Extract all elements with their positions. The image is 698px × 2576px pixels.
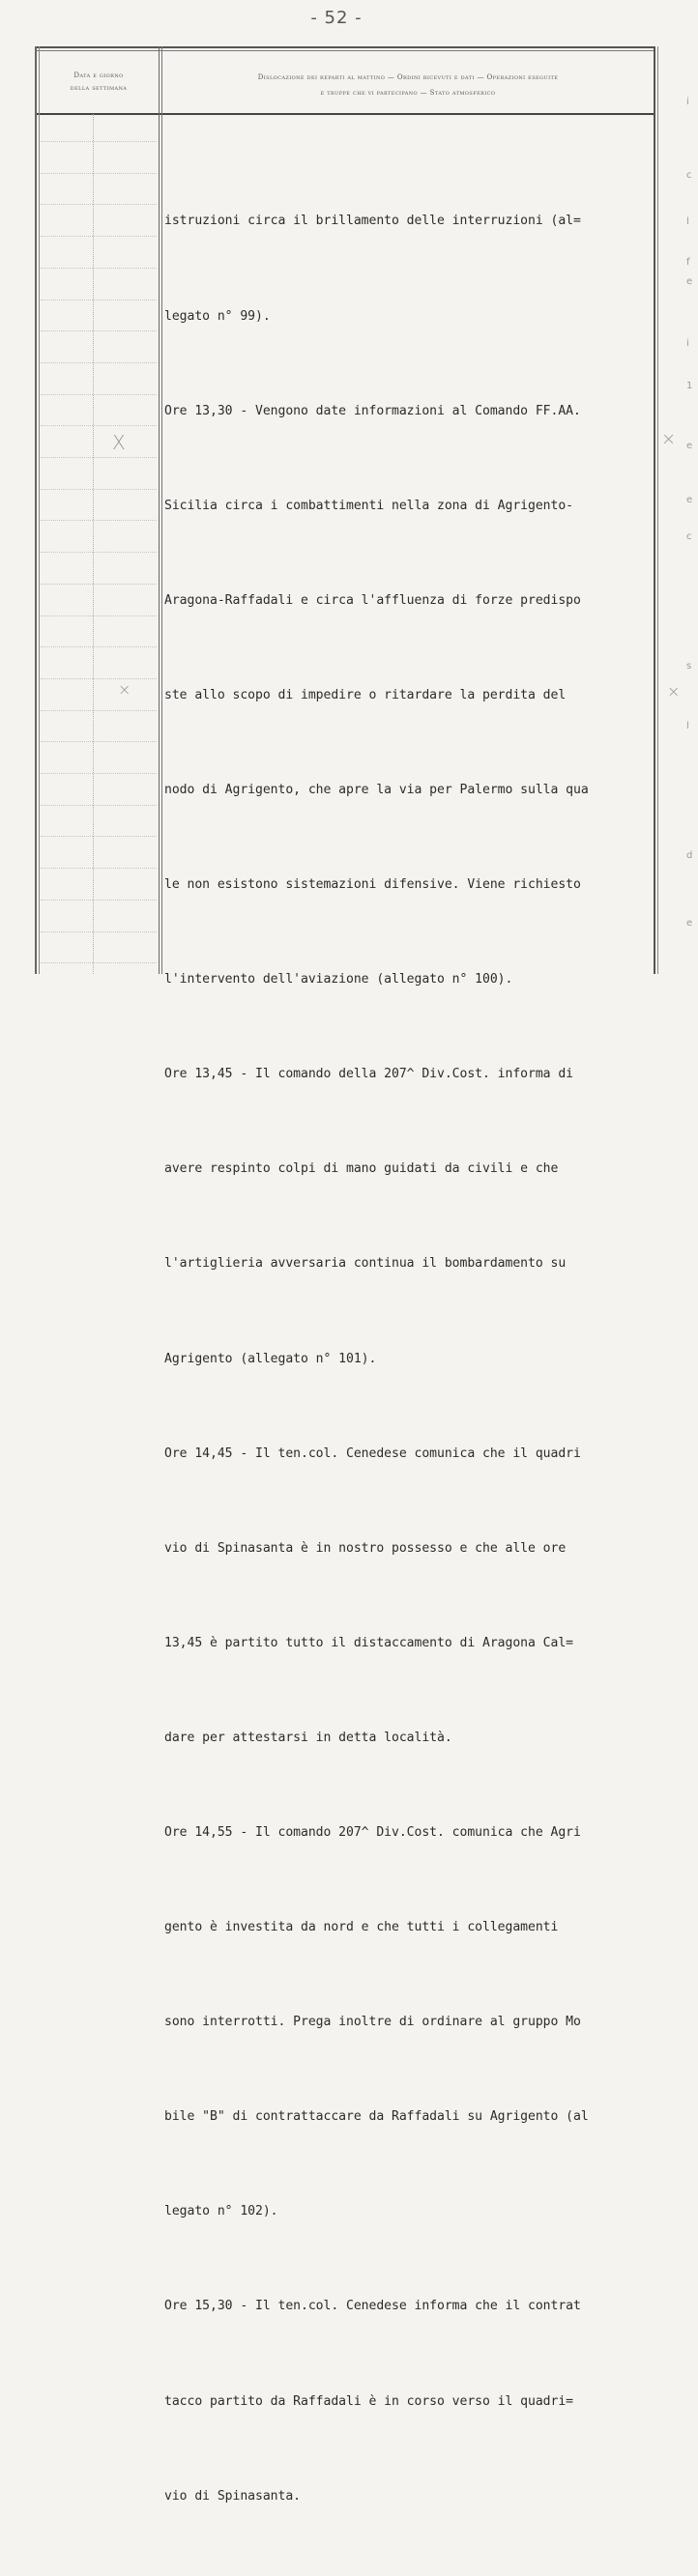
ruled-line	[41, 300, 157, 301]
ruled-line	[41, 678, 157, 679]
ruled-line	[41, 710, 157, 711]
column-divider-inner	[161, 46, 162, 974]
body-line: dare per attestarsi in detta località.	[164, 1730, 452, 1745]
frame-left-border-inner	[39, 46, 40, 974]
date-header-line-2: della settimana	[70, 84, 128, 92]
body-line: legato n° 102).	[164, 2204, 278, 2219]
frame-top-border	[35, 46, 655, 48]
ruled-line	[41, 931, 157, 932]
margin-cross-mark-2: ×	[118, 680, 131, 699]
date-header-line-1: Data e giorno	[73, 72, 124, 79]
ruled-line	[41, 741, 157, 742]
body-line: Ore 15,30 - Il ten.col. Cenedese informa che il contrat	[164, 2299, 581, 2314]
margin-cross-mark-1: X	[112, 431, 126, 454]
body-line: ste allo scopo di impedire o ritardare la perdita del	[164, 687, 567, 702]
frame-top-border-inner	[35, 50, 655, 51]
ruled-line	[41, 489, 157, 490]
body-line: Sicilia circa i combattimenti nella zona di Agrigento-	[164, 498, 573, 513]
diary-body	[164, 143, 655, 2576]
body-line: vio di Spinasanta è in nostro possesso e che alle ore	[164, 1540, 567, 1556]
frame-right-border-inner	[657, 46, 658, 974]
edge-mark: c	[686, 531, 692, 542]
ruled-line	[41, 646, 157, 647]
operations-column-header	[164, 70, 652, 100]
ruled-line	[41, 615, 157, 616]
edge-mark: l	[686, 216, 689, 227]
operations-header-line-1: Dislocazione dei reparti al mattino — Ordini ricevuti e dati — Operazioni eseguite	[257, 73, 559, 81]
body-line: Aragona-Raffadali e circa l'affluenza di forze predispo	[164, 592, 581, 608]
body-line: Agrigento (allegato n° 101).	[164, 1351, 377, 1366]
ruled-line	[41, 773, 157, 774]
ruled-line	[41, 173, 157, 174]
ruled-line	[41, 425, 157, 426]
edge-mark: e	[686, 441, 693, 451]
ruled-line	[41, 141, 157, 142]
body-line: le non esistono sistemazioni difensive. Viene richiesto	[164, 877, 581, 893]
body-line: Ore 14,55 - Il comando 207^ Div.Cost. comunica che Agri	[164, 1825, 581, 1840]
edge-mark: e	[686, 495, 693, 505]
body-line: tacco partito da Raffadali è in corso verso il quadri=	[164, 2393, 573, 2409]
body-line: 13,45 è partito tutto il distaccamento di Aragona Cal=	[164, 1635, 573, 1650]
ruled-line	[41, 584, 157, 585]
edge-mark: s	[686, 661, 692, 672]
ruled-line	[41, 236, 157, 237]
edge-mark: e	[686, 276, 693, 287]
body-line: vio di Spinasanta.	[164, 2488, 301, 2504]
edge-mark: l	[686, 721, 689, 731]
margin-cross-mark-3: ×	[661, 429, 677, 449]
ruled-line	[41, 204, 157, 205]
ruled-line	[41, 836, 157, 837]
header-divider	[35, 113, 655, 115]
ruled-line	[41, 362, 157, 363]
bleed-through-edge-marks	[681, 58, 698, 986]
edge-mark: c	[686, 170, 692, 181]
ruled-line	[41, 900, 157, 901]
ruled-line	[41, 868, 157, 869]
ruled-line	[41, 457, 157, 458]
body-line: bile "B" di contrattaccare da Raffadali su Agrigento (al	[164, 2109, 589, 2125]
ruled-line	[41, 552, 157, 553]
body-line: gento è investita da nord e che tutti i collegamenti	[164, 1920, 559, 1935]
ruled-line	[41, 962, 157, 963]
ruled-line	[41, 805, 157, 806]
edge-mark: 1	[686, 381, 693, 391]
body-line: avere respinto colpi di mano guidati da civili e che	[164, 1161, 559, 1177]
body-line: legato n° 99).	[164, 308, 271, 324]
edge-mark: d	[686, 850, 693, 861]
body-line: nodo di Agrigento, che apre la via per Palermo sulla qua	[164, 782, 589, 797]
margin-cross-mark-4: ×	[667, 682, 681, 701]
edge-mark: i	[686, 338, 689, 349]
ruled-line	[41, 330, 157, 331]
column-divider	[159, 46, 160, 974]
date-column-header	[41, 70, 157, 95]
frame-left-border	[35, 46, 37, 974]
ruled-line	[41, 268, 157, 269]
edge-mark: e	[686, 918, 693, 929]
edge-mark: i	[686, 97, 689, 107]
body-line: Ore 14,45 - Il ten.col. Cenedese comunica che il quadri	[164, 1445, 581, 1461]
body-line: l'artiglieria avversaria continua il bombardamento su	[164, 1256, 567, 1272]
body-line: l'intervento dell'aviazione (allegato n° 100).	[164, 972, 513, 987]
body-line: Ore 13,30 - Vengono date informazioni al Comando FF.AA.	[164, 403, 581, 418]
operations-header-line-2: e truppe che vi partecipano — Stato atmosferico	[320, 89, 496, 97]
ruled-line	[41, 520, 157, 521]
body-line: Ore 13,45 - Il comando della 207^ Div.Cost. informa di	[164, 1067, 573, 1082]
date-column-subdivider	[93, 114, 94, 974]
ruled-line	[41, 394, 157, 395]
edge-mark: f	[686, 257, 690, 268]
page-number: - 52 -	[310, 8, 363, 28]
body-line: sono interrotti. Prega inoltre di ordinare al gruppo Mo	[164, 2015, 581, 2030]
body-line: istruzioni circa il brillamento delle interruzioni (al=	[164, 214, 581, 229]
